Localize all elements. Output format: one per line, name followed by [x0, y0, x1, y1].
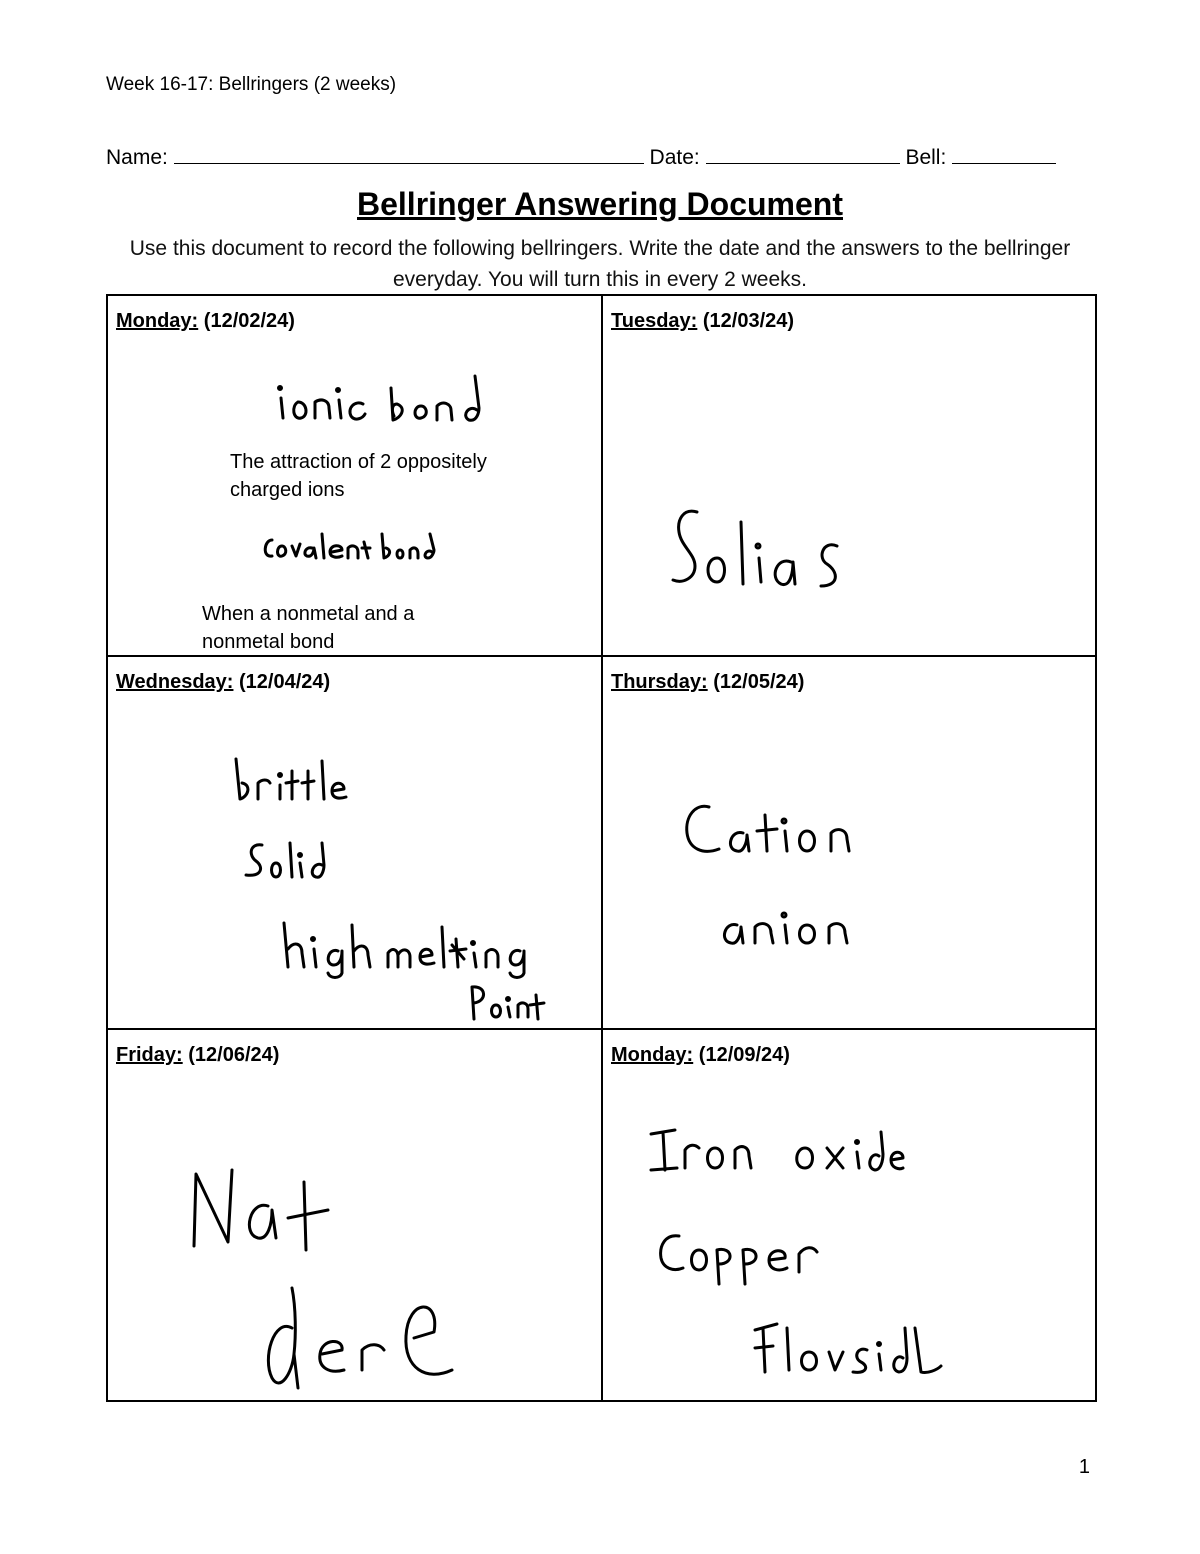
typed-answer-covalent: When a nonmetal and a nonmetal bond — [202, 603, 415, 653]
date-value: (12/06/24) — [188, 1044, 280, 1066]
name-blank[interactable] — [174, 145, 644, 164]
day-label: Tuesday: — [611, 310, 698, 332]
handwriting-nat — [188, 1162, 338, 1252]
bell-label: Bell: — [905, 146, 947, 169]
cell-friday — [108, 1030, 603, 1402]
instructions: Use this document to record the following bellringers. Write the date and the answers to the bellringer everyday. You will turn this in every 2 weeks. — [129, 237, 1071, 291]
name-label: Name: — [106, 146, 168, 169]
handwriting-covalent-bond — [258, 528, 438, 568]
day-label: Thursday: — [611, 671, 708, 693]
cell-monday-2 — [603, 1030, 1097, 1402]
day-label: Wednesday: — [116, 671, 234, 693]
name-date-bell-line — [106, 145, 1056, 170]
bell-blank[interactable] — [952, 145, 1056, 164]
cell-heading — [116, 671, 330, 694]
handwriting-solids — [667, 502, 867, 592]
handwriting-flouride — [749, 1318, 949, 1378]
cell-heading — [611, 310, 794, 333]
handwriting-cation — [681, 797, 871, 867]
cell-heading — [116, 310, 295, 333]
handwriting-copper — [655, 1226, 825, 1286]
day-label: Monday: — [611, 1044, 694, 1066]
handwriting-high-melting — [280, 919, 530, 979]
cell-heading — [116, 1044, 279, 1067]
cell-tuesday — [603, 296, 1097, 657]
date-value: (12/04/24) — [239, 671, 331, 693]
document-title: Bellringer Answering Document — [357, 186, 843, 222]
page-number: 1 — [1078, 1456, 1090, 1478]
handwriting-acre — [258, 1258, 458, 1398]
document-header: Week 16-17: Bellringers (2 weeks) — [106, 74, 397, 95]
handwriting-solid — [242, 837, 332, 887]
typed-answer-ionic: The attraction of 2 oppositely charged ions — [230, 451, 487, 501]
cell-heading — [611, 1044, 790, 1067]
cell-heading — [611, 671, 804, 694]
handwriting-iron-oxide — [645, 1124, 905, 1184]
handwriting-point — [468, 983, 548, 1023]
date-value: (12/09/24) — [698, 1044, 790, 1066]
date-value: (12/02/24) — [203, 310, 295, 332]
handwriting-brittle — [232, 755, 352, 805]
date-label: Date: — [649, 146, 700, 169]
cell-monday-1 — [108, 296, 603, 657]
handwriting-anion — [715, 901, 855, 951]
handwriting-ionic-bond — [273, 366, 513, 426]
date-value: (12/05/24) — [713, 671, 805, 693]
day-label: Monday: — [116, 310, 199, 332]
cell-wednesday — [108, 657, 603, 1030]
date-blank[interactable] — [706, 145, 900, 164]
cell-thursday — [603, 657, 1097, 1030]
bellringer-grid — [106, 294, 1097, 1402]
day-label: Friday: — [116, 1044, 183, 1066]
date-value: (12/03/24) — [702, 310, 795, 332]
